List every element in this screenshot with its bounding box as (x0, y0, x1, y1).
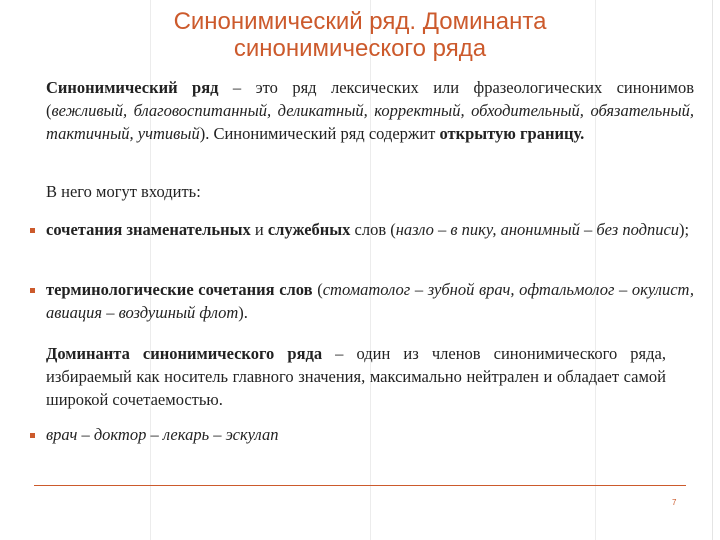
bullet1-text-3: ); (679, 220, 690, 239)
definition-term: Синонимический ряд (46, 78, 219, 97)
definition-text-2: ). Синонимический ряд содержит (199, 124, 440, 143)
title-line-1: Синонимический ряд. Доминанта (173, 8, 547, 35)
bullet2-examples: стоматолог – зубной врач, офтальмолог – окулист, авиация – воздушный флот (46, 280, 694, 322)
bullet-item-3 (46, 423, 646, 446)
bullet2-text-1: ( (312, 280, 323, 299)
dominant-paragraph (46, 342, 666, 411)
page-number: 7 (672, 498, 677, 507)
bullet2-text-2: ). (238, 303, 248, 322)
bullet-item-2 (46, 278, 694, 324)
bullet-marker (30, 288, 35, 293)
definition-emphasis: открытую границу. (439, 124, 585, 143)
bullet1-text-1: и (250, 220, 268, 239)
dominant-text: – один из членов синонимического ряда, избираемый как носитель главного значения, максимально нейтрален и обладает самой широкой сочетаемостью. (46, 344, 666, 409)
definition-examples: вежливый, благовоспитанный, деликатный, корректный, обходительный, обязательный, тактичный, учтивый (46, 101, 694, 143)
bullet-marker (30, 228, 35, 233)
bullet-marker (30, 433, 35, 438)
bullet2-bold: терминологические сочетания слов (46, 280, 313, 299)
bullet1-bold-2: служебных (267, 220, 351, 239)
footer-line (34, 485, 686, 486)
right-rule (712, 0, 713, 540)
definition-text-1: – это ряд лексических или фразеологических синонимов ( (46, 78, 694, 120)
dominant-term: Доминанта синонимического ряда (46, 344, 323, 363)
bullet1-bold-1: сочетания знаменательных (46, 220, 251, 239)
bullet1-text-2: слов ( (350, 220, 396, 239)
definition-paragraph (46, 76, 694, 145)
bullet3-examples: врач – доктор – лекарь – эскулап (46, 425, 279, 444)
title-line-2: синонимического ряда (233, 35, 487, 62)
bullet-item-1 (46, 218, 694, 241)
slide-title (0, 8, 720, 62)
bullet1-examples: назло – в пику, анонимный – без подписи (395, 220, 680, 239)
intro-text: В него могут входить: (46, 182, 201, 201)
